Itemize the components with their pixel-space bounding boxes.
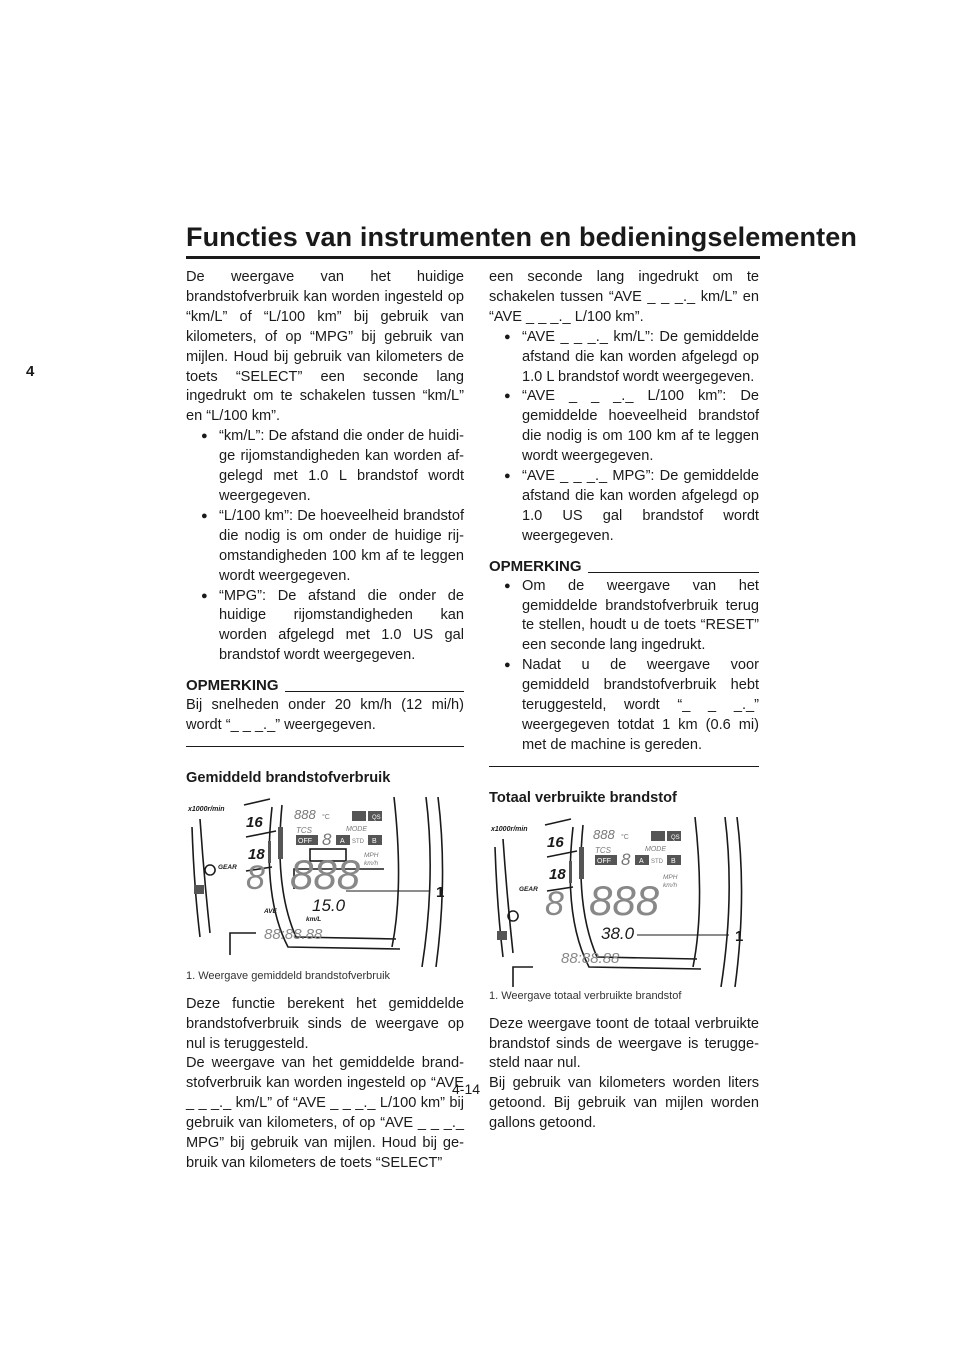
right-paragraph-3: Bij gebruik van kilometers worden liters getoond. Bij gebruik van mijlen worden gallons getoond. [489,1075,759,1132]
figure-total-fuel [489,817,759,987]
right-note-bullet-1: ● Om de weergave van het gemiddelde brandstofverbruik terug te stellen, houdt u de toets “RESET” een seconde lang ingedrukt. [489,577,759,657]
left-bullet-1: ● “km/L”: De afstand die onder de huidige rijomstandigheden kan worden afgelegd met 1.0 L brandstof wordt weergegeven. [186,427,464,507]
chapter-marker: 4 [26,363,35,380]
figure-average-fuel [186,797,460,967]
fuel-value: 15.0 [312,895,346,915]
temp-unit: °C [322,813,330,821]
fuel-total-value: 38.0 [601,923,635,943]
left-bullet-2: ● “L/100 km”: De hoeveelheid brandstof die nodig is om onder de huidige rijomstandigheden 100 km af te leggen wordt weergegeven. [186,507,464,587]
right-bullet-1: ● “AVE _ _ _._ km/L”: De gemiddelde afstand die kan worden afgelegd op 1.0 L brandstof wordt weergegeven. [489,328,759,388]
qs-label: QS [671,834,680,841]
left-note-text: Bij snelheden onder 20 km/h (12 mi/h) wordt “_ _ _._” weergegeven. [186,697,464,733]
gear-label: GEAR [218,863,237,871]
note-rule [588,572,759,573]
left-paragraph-1: De weergave van het huidige brandstofverbruik kan worden ingesteld op “km/L” of “L/100 km” bij gebruik van kilometers, of op “MPG” bij gebruik van mijlen. Houd bij gebruik van kilometers de toets “SELECT” een seconde lang ingedrukt om te schakelen tussen “km/L” en “L/100 km”. [186,269,464,425]
unit-kmh: km/h [364,859,379,867]
figure-caption-left: 1. Weergave gemiddeld brandstofverbruik [186,969,391,982]
clock-digits: 88:88.88 [264,925,323,943]
gear-digit: 8 [246,858,265,897]
temp-unit: °C [621,833,629,841]
speed-digits: 888 [589,876,660,924]
gear-digit: 8 [545,884,564,923]
speed-digits: 888 [290,850,361,898]
rpm-label: x1000r/min [188,805,225,813]
right-note-list [489,577,759,756]
fuel-unit: km/L [306,915,322,923]
clock-digits: 88:88.88 [561,949,620,967]
mode-label: MODE [645,845,666,853]
right-paragraph-2: Deze weergave toont de totaal verbruikte brandstof sinds de weergave is teruggesteld naar nul. [489,1015,759,1072]
mode-std: STD [352,838,364,845]
gear-label: GEAR [519,885,538,893]
temp-digits: 888 [294,806,316,822]
right-paragraph-1: een seconde lang ingedrukt om te schakelen tussen “AVE _ _ _._ km/L” en “AVE _ _ _._ L/100 km”. [489,269,759,325]
ave-label: AVE [264,907,277,915]
callout-number: 1 [735,927,744,945]
tcs-label: TCS [296,825,312,835]
note-end-rule [489,766,759,767]
left-column [186,268,464,1174]
tach-18: 18 [248,845,265,863]
right-subheading: Totaal verbruikte brandstof [489,789,677,806]
right-column [489,268,759,1134]
mode-label: MODE [346,825,367,833]
left-bullet-list [186,427,464,666]
header-rule [186,256,760,259]
callout-number: 1 [436,883,445,901]
tcs-digit: 8 [322,829,332,849]
off-label: OFF [597,857,611,865]
tach-16: 16 [246,813,263,831]
figure-caption-right: 1. Weergave totaal verbruikte brandstof [489,989,682,1002]
dashboard-illustration-average [186,797,460,967]
right-note-title: OPMERKING [489,557,582,575]
mode-b: B [372,837,377,845]
unit-mph: MPH [663,873,678,881]
dashboard-illustration-total [489,817,759,987]
temp-digits: 888 [593,826,615,842]
left-paragraph-3: De weergave van het gemiddelde brandstofverbruik kan worden ingesteld op “AVE _ _ _._ km/L” of “AVE _ _ _._ L/100 km” bij gebruik van kilometers, of op “AVE _ _ _._ MPG” bij gebruik van mijlen. Houd bij gebruik van kilometers de toets “SELECT” [186,1055,464,1171]
left-bullet-3: ● “MPG”: De afstand die onder de huidige rijomstandigheden kan worden afgelegd met 1.0 US gal brandstof wordt weergegeven. [186,587,464,667]
left-note-heading [186,676,464,696]
unit-kmh: km/h [663,881,678,889]
mode-a: A [340,837,345,845]
right-note-bullet-2: ● Nadat u de weergave voor gemiddeld brandstofverbruik hebt teruggesteld, wordt “_ _ _._” weergegeven totdat 1 km (0.6 mi) met de machine is gereden. [489,656,759,756]
note-end-rule [186,746,464,747]
right-bullet-3: ● “AVE _ _ _._ MPG”: De gemiddelde afstand die kan worden afgelegd op 1.0 US gal brandstof wordt weergegeven. [489,467,759,547]
mode-std: STD [651,858,663,865]
left-note-title: OPMERKING [186,677,279,695]
qs-label: QS [372,814,381,821]
rpm-label: x1000r/min [491,825,528,833]
note-rule [285,691,464,692]
mode-b: B [671,857,676,865]
tcs-digit: 8 [621,849,631,869]
right-bullet-list [489,328,759,547]
left-subheading: Gemiddeld brandstofverbruik [186,769,391,786]
right-note-heading [489,557,759,577]
off-label: OFF [298,837,312,845]
tach-16: 16 [547,833,564,851]
tach-18: 18 [549,865,566,883]
page-title: Functies van instrumenten en bedieningselementen [186,222,857,252]
page-number: 4-14 [452,1081,481,1097]
tcs-label: TCS [595,845,611,855]
left-paragraph-2: Deze functie berekent het gemiddelde brandstofverbruik sinds de weergave op nul is teruggesteld. [186,995,464,1052]
mode-a: A [639,857,644,865]
right-bullet-2: ● “AVE _ _ _._ L/100 km”: De gemiddelde hoeveelheid brandstof die nodig is om 100 km af te leggen wordt weergegeven. [489,387,759,467]
unit-mph: MPH [364,851,379,859]
